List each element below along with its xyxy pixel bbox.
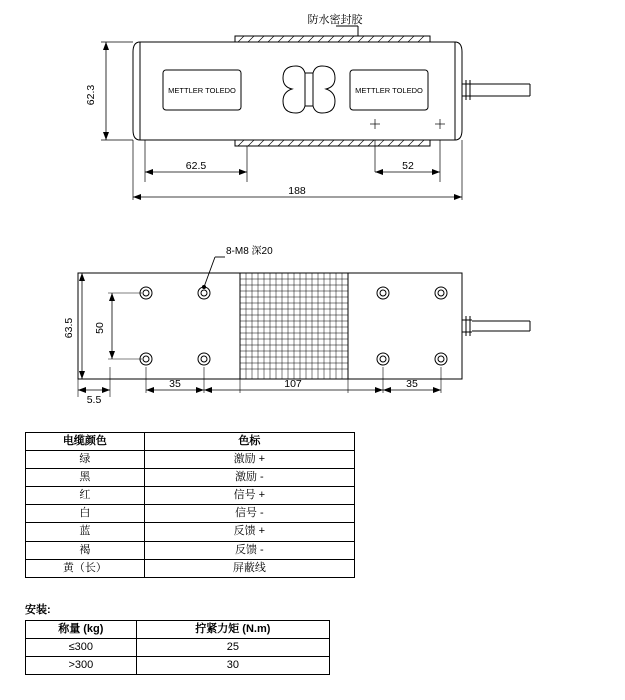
header-torque: 拧紧力矩 (N.m) — [136, 621, 329, 639]
cable-function-value: 反馈 - — [144, 541, 354, 559]
dim-50 — [108, 293, 142, 359]
cable-color-value: 白 — [26, 505, 145, 523]
dim-63-5 — [79, 273, 85, 379]
cable-color-value: 绿 — [26, 451, 145, 469]
cable-color-value: 红 — [26, 487, 145, 505]
header-capacity: 称量 (kg) — [26, 621, 137, 639]
cable-function-value: 激励 + — [144, 451, 354, 469]
torque-value: 25 — [136, 639, 329, 657]
table-row — [26, 505, 355, 523]
capacity-value: ≤300 — [26, 639, 137, 657]
dim-label-right-pitch: 35 — [406, 378, 418, 390]
cable-color-table — [25, 432, 355, 578]
top-plan-view — [0, 235, 625, 410]
sealant-leader — [336, 26, 358, 36]
dim-label-outer-height: 63.5 — [63, 317, 75, 339]
table-row — [26, 451, 355, 469]
table-row — [26, 469, 355, 487]
dim-label-height: 62.3 — [85, 84, 97, 106]
strain-cutout — [283, 66, 335, 113]
table-row — [26, 657, 330, 675]
torque-value: 30 — [136, 657, 329, 675]
dim-label-edge-offset: 5.5 — [86, 394, 102, 406]
cable-color-value: 黄（长） — [26, 559, 145, 577]
cable-function-value: 激励 - — [144, 469, 354, 487]
cable-color-value: 褐 — [26, 541, 145, 559]
dim-label-right-span: 52 — [402, 160, 414, 172]
brand-label-right: METTLER TOLEDO — [355, 86, 423, 95]
table-row — [26, 487, 355, 505]
mounting-holes — [140, 287, 447, 365]
table-header-row — [26, 621, 330, 639]
dim-label-left-pitch: 35 — [169, 378, 181, 390]
mounting-section-title: 安装: — [25, 604, 51, 616]
cable-color-value: 蓝 — [26, 523, 145, 541]
cable-function-value: 反馈 + — [144, 523, 354, 541]
sealant-note-label: 防水密封胶 — [307, 14, 363, 26]
dim-label-total-length: 188 — [288, 185, 306, 197]
side-elevation-view — [0, 0, 625, 230]
table-row — [26, 523, 355, 541]
cable-function-value: 屏蔽线 — [144, 559, 354, 577]
dim-label-left-span: 62.5 — [185, 160, 207, 172]
cable-function-value: 信号 - — [144, 505, 354, 523]
dim-label-center-span: 107 — [284, 378, 302, 390]
cable-function-value: 信号 + — [144, 487, 354, 505]
capacity-value: >300 — [26, 657, 137, 675]
dim-5-5 — [78, 387, 110, 393]
dim-height-62-3 — [101, 42, 133, 140]
mounting-torque-table — [25, 620, 330, 675]
table-row — [26, 541, 355, 559]
brand-label-left: METTLER TOLEDO — [168, 86, 236, 95]
header-cable-color: 电缆颜色 — [26, 433, 145, 451]
cable-color-value: 黑 — [26, 469, 145, 487]
hole-callout-label: 8-M8 深20 — [226, 246, 273, 257]
table-header-row — [26, 433, 355, 451]
table-row — [26, 559, 355, 577]
header-color-mark: 色标 — [144, 433, 354, 451]
dim-label-inner-height: 50 — [94, 322, 106, 334]
table-row — [26, 639, 330, 657]
